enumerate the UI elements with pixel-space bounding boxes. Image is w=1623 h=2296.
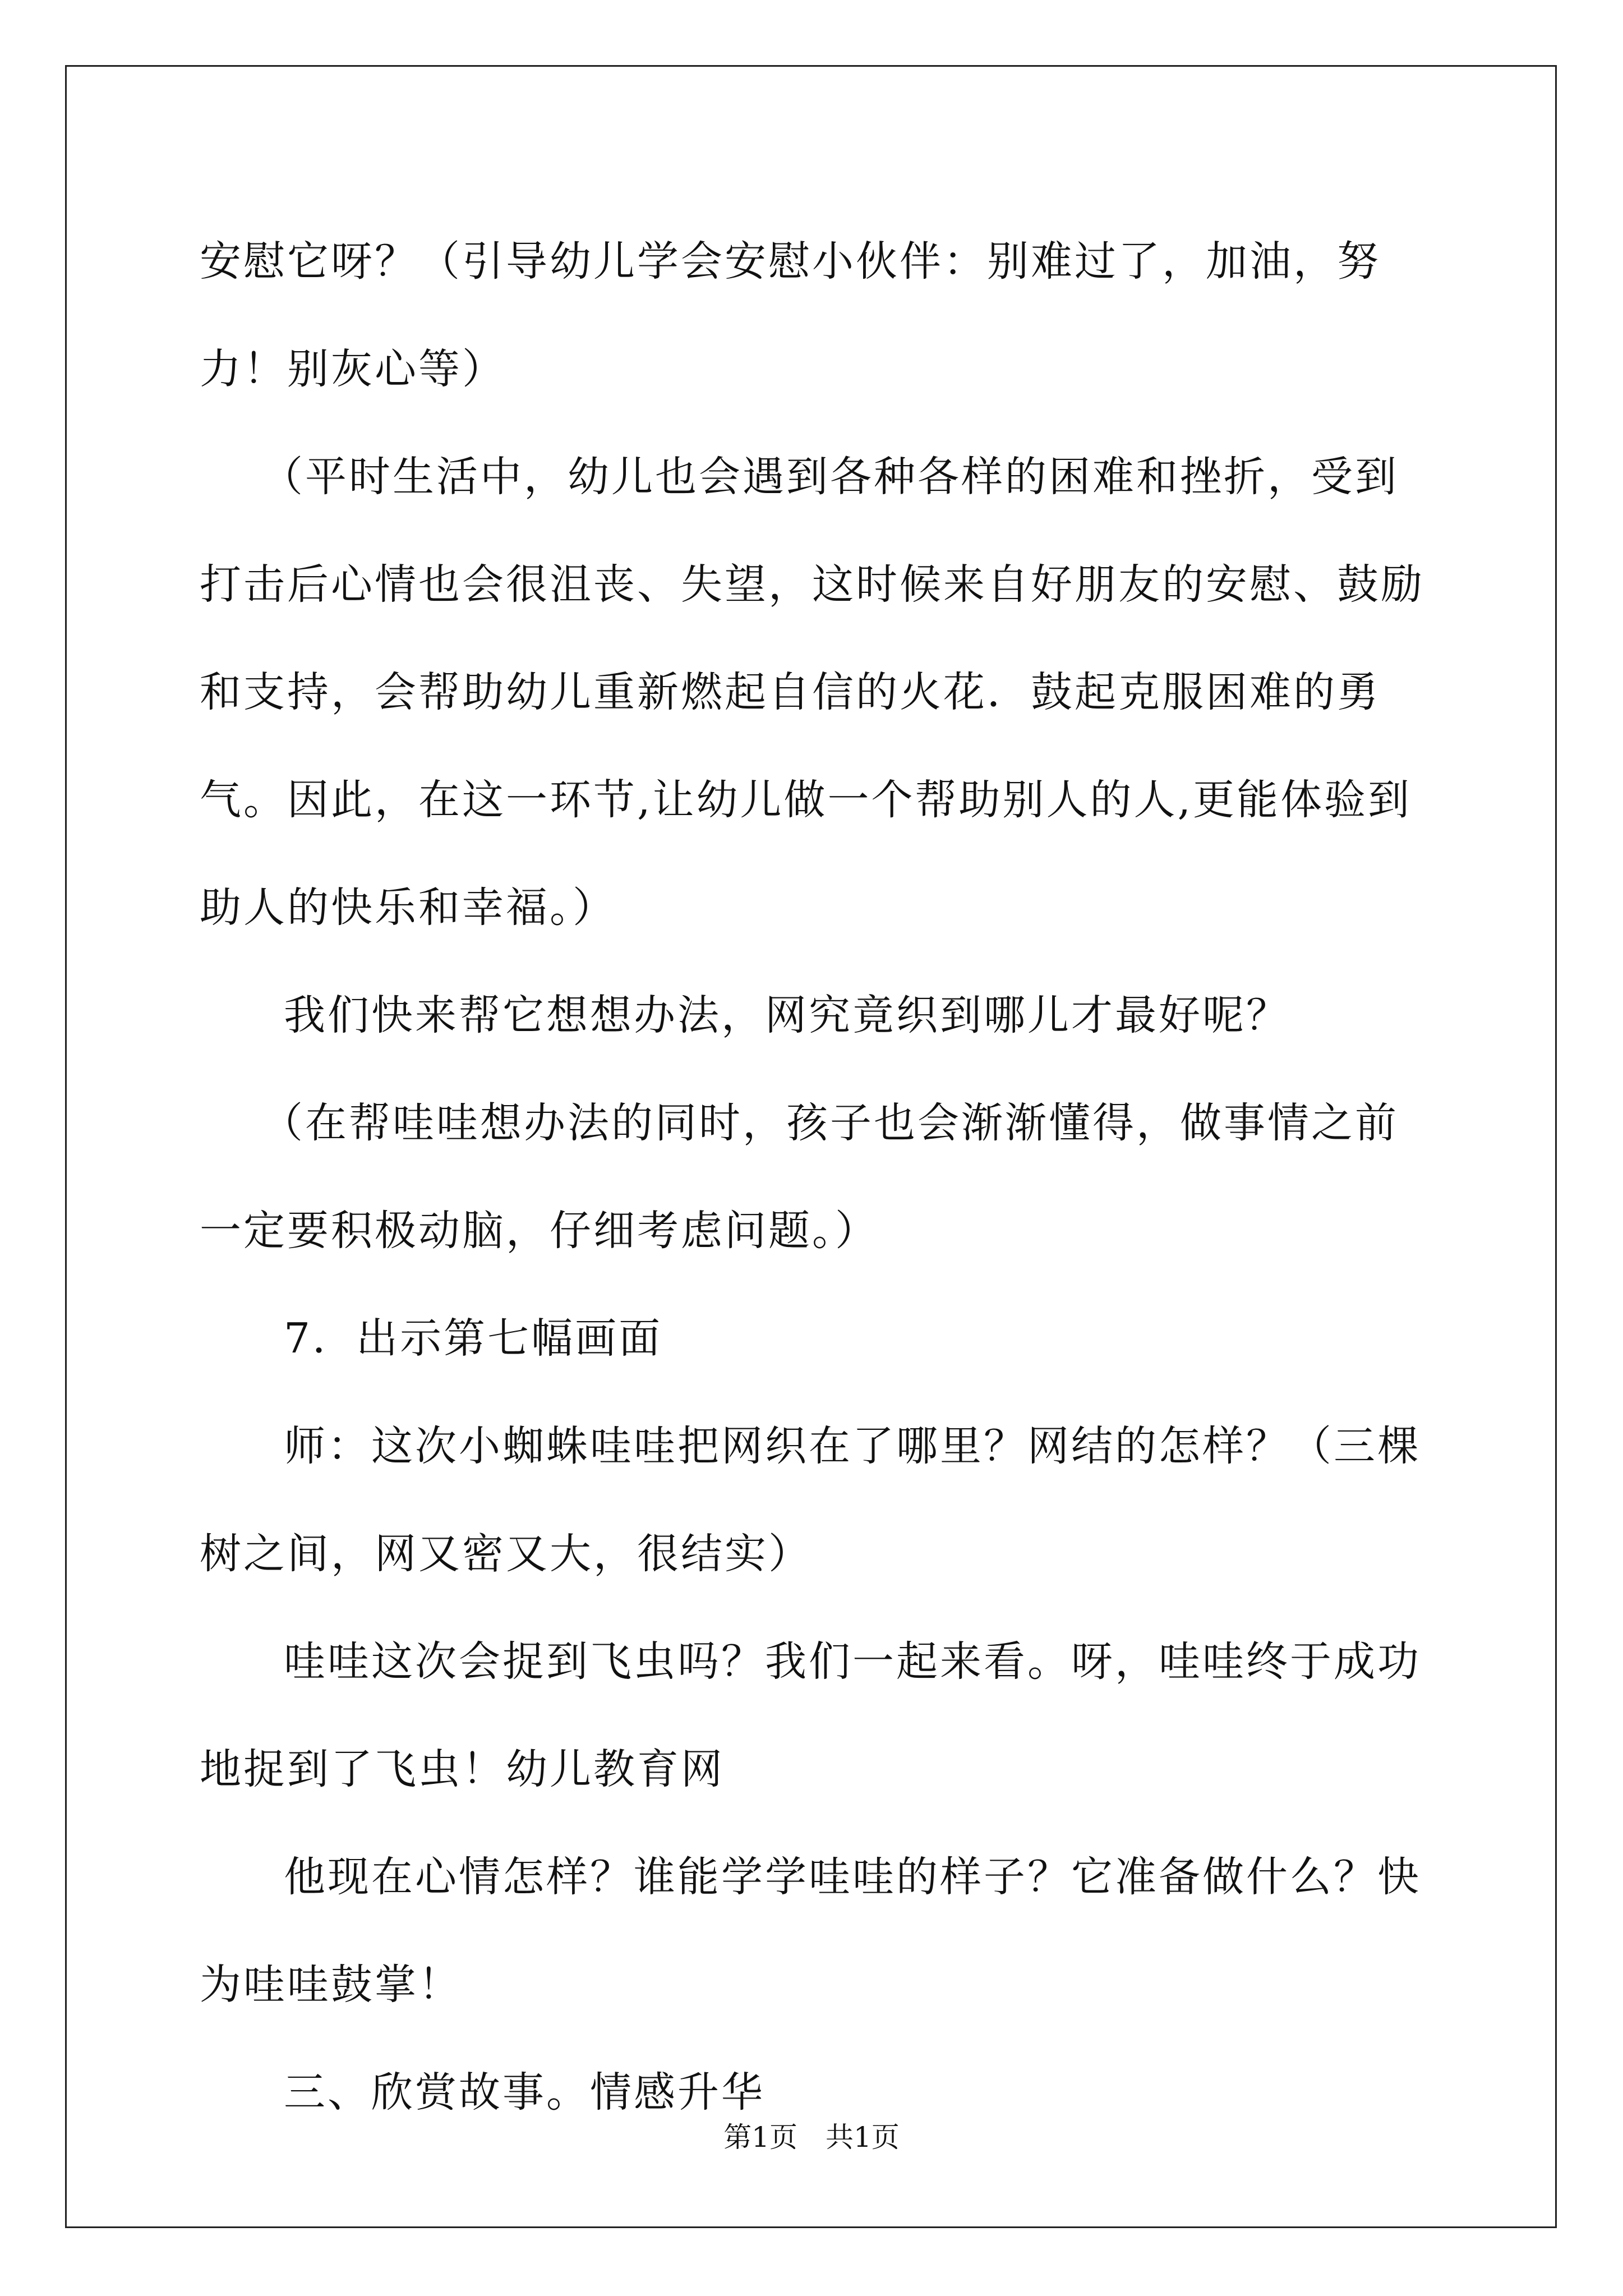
page-footer: 第1页 共1页 [723,2121,900,2154]
document-body [200,208,1428,2146]
paragraph-1: 安慰它呀？（引导幼儿学会安慰小伙伴：别难过了，加油，努力！别灰心等） [200,237,1381,393]
paragraph-4: （在帮哇哇想办法的同时，孩子也会渐渐懂得，做事情之前一定要积极动脑，仔细考虑问题。） [200,1099,1399,1255]
paragraph-6: 师：这次小蜘蛛哇哇把网织在了哪里？网结的怎样？（三棵树之间，网又密又大，很结实） [200,1422,1421,1578]
paragraph-8: 他现在心情怎样？谁能学学哇哇的样子？它准备做什么？快为哇哇鼓掌！ [200,1853,1421,2009]
paragraph-3: 我们快来帮它想想办法，网究竟织到哪儿才最好呢？ [284,991,1290,1039]
paragraph-7: 哇哇这次会捉到飞虫吗？我们一起来看。呀，哇哇终于成功地捉到了飞虫！幼儿教育网 [200,1637,1421,1793]
paragraph-9: 三、欣赏故事。情感升华 [284,2068,765,2116]
paragraph-2: （平时生活中，幼儿也会遇到各种各样的困难和挫折，受到打击后心情也会很沮丧、失望，这时候来自好朋友的安慰、鼓励和支持，会帮助幼儿重新燃起自信的火花．鼓起克服困难的勇气。因此，在这一环节,让幼儿做一个帮助别人的人,更能体验到助人的快乐和幸福。） [200,453,1424,932]
paragraph-5: 7．出示第七幅画面 [284,1314,663,1363]
